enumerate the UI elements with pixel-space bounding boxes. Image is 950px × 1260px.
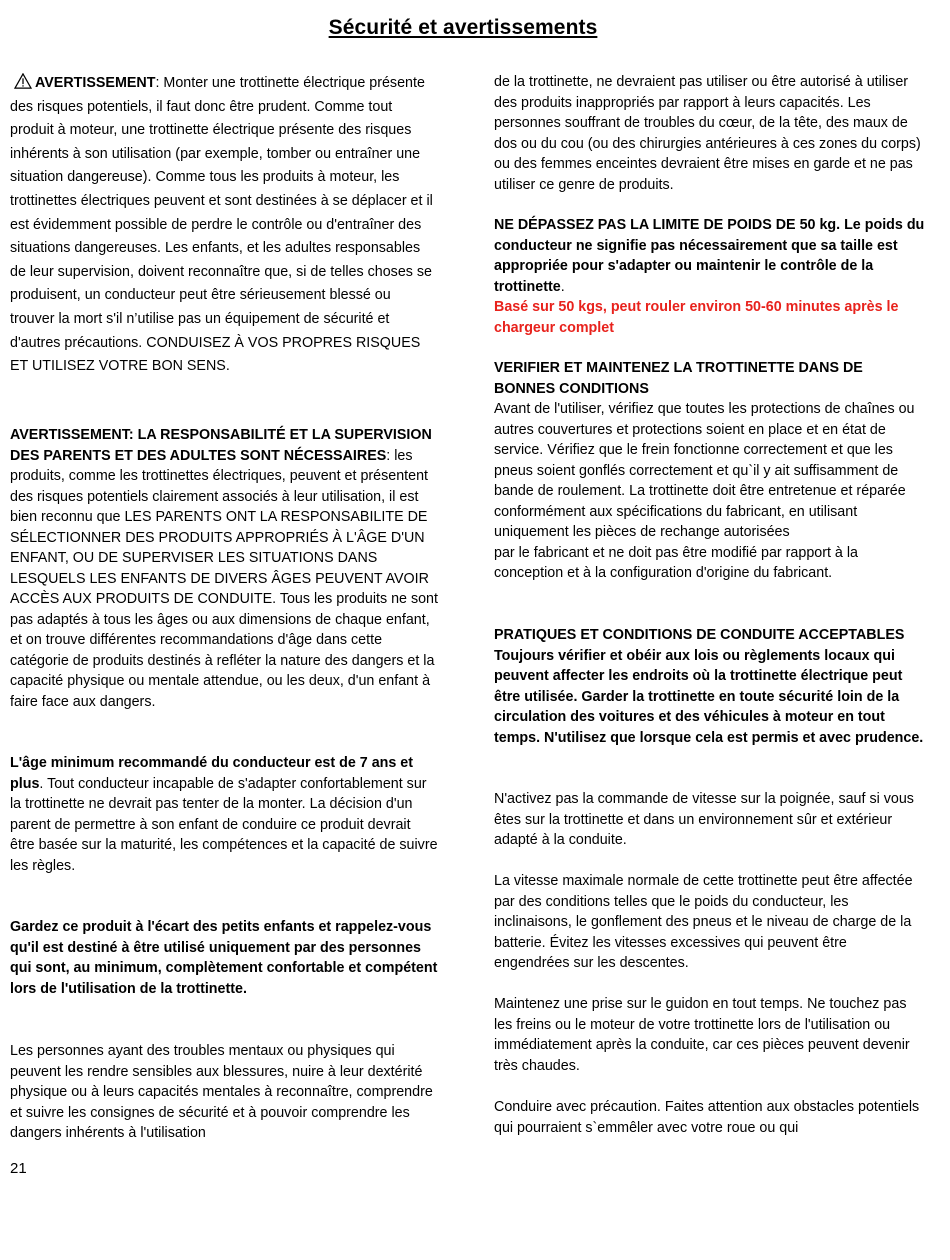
page-number: 21 bbox=[10, 1160, 27, 1177]
impairments-paragraph bbox=[10, 1041, 438, 1144]
warning-label: AVERTISSEMENT bbox=[35, 75, 156, 91]
weight-limit-bold: NE DÉPASSEZ PAS LA LIMITE DE POIDS DE 50 kg. Le poids du conducteur ne signifie pas nécessairement que sa taille est appropriée pour s'adapter ou maintenir le contrôle de la trottinette bbox=[494, 217, 925, 295]
caution-paragraph bbox=[494, 1097, 926, 1138]
weight-limit-paragraph bbox=[494, 215, 926, 338]
continued-paragraph bbox=[494, 72, 926, 195]
battery-range-note: Basé sur 50 kgs, peut rouler environ 50-60 minutes après le chargeur complet bbox=[494, 299, 899, 336]
warning-triangle-icon bbox=[14, 73, 32, 89]
weight-limit-dot: . bbox=[560, 278, 565, 295]
continued-text: de la trottinette, ne devraient pas utiliser ou être autorisé à utiliser des produits inappropriés par rapport à leurs capacités. Les personnes souffrant de troubles du cœur, de la tête, des maux de dos ou du cou (ou des chirurgies antérieures à ces zones du corps) ou des femmes enceintes devraient être mises en garde et ne pas utiliser ce genre de produits. bbox=[494, 74, 921, 193]
riding-practices-paragraph bbox=[494, 625, 926, 748]
minimum-age-bold: L'âge minimum recommandé du conducteur est de 7 ans et plus bbox=[10, 755, 414, 792]
handlebar-grip-text: Maintenez une prise sur le guidon en tout temps. Ne touchez pas les freins ou le moteur de votre trottinette lors de l'utilisation ou immédiatement après la conduite, car ces pièces peuvent devenir très chaudes. bbox=[494, 996, 910, 1074]
speed-control-paragraph bbox=[494, 789, 926, 851]
warning-text: : Monter une trottinette électrique présente des risques potentiels, il faut donc être prudent. Comme tout produit à moteur, une trottinette électrique présente des risques inhérents à son utilisation (par exemple, tomber ou entraîner une situation dangereuse). Comme tous les produits à moteur, les trottinettes électriques peuvent et sont destinées à se déplacer et il est évidemment possible de perdre le contrôle ou d'entraîner des situations dangereuses. Les enfants, et les adultes responsables de leur supervision, doivent reconnaître que, si de telles choses se produisent, un conducteur peut être sérieusement blessé ou trouver la mort s'il n’utilise pas un équipement de sécurité et d'autres précautions. CONDUISEZ À VOS PROPRES RISQUES ET UTILISEZ VOTRE BON SENS. bbox=[10, 75, 433, 375]
impairments-text: Les personnes ayant des troubles mentaux ou physiques qui peuvent les rendre sensibles aux blessures, nuire à leur dextérité physique ou à leurs capacités mentales à reconnaître, comprendre et suivre les consignes de sécurité et à pouvoir comprendre les dangers inhérents à l'utilisation bbox=[10, 1043, 433, 1141]
supervision-text: : les produits, comme les trottinettes électriques, peuvent et présentent des risques potentiels clairement associés à leur utilisation, il est bien reconnu que LES PARENTS ONT LA RESPONSABILITE DE SÉLECTIONNER DES PRODUITS APPROPRIÉS À L'ÂGE D'UN ENFANT, OU DE SUPERVISER LES SITUATIONS DANS LESQUELS LES ENFANTS DE DIVERS ÂGES PEUVENT AVOIR ACCÈS AUX PRODUITS DE CONDUITE. Tous les produits ne sont pas adaptés à tous les âges ou aux dimensions de chaque enfant, et on trouve différentes recommandations d'âge dans cette catégorie de produits destinés à refléter la nature des dangers et la capacité physique ou mentale attendue, ou les deux, d'un enfant à faire face aux dangers. bbox=[10, 447, 438, 710]
keep-away-paragraph bbox=[10, 917, 438, 999]
warning-paragraph bbox=[10, 72, 438, 379]
maintenance-paragraph bbox=[494, 358, 926, 584]
riding-practices-text: Toujours vérifier et obéir aux lois ou règlements locaux qui peuvent affecter les endroits où la trottinette électrique peut être utilisée. Garder la trottinette en toute sécurité loin de la circulation des voitures et des véhicules à moteur en tout temps. N'utilisez que lorsque cela est permis et avec prudence. bbox=[494, 647, 924, 746]
speed-control-text: N'activez pas la commande de vitesse sur la poignée, sauf si vous êtes sur la trottinette et dans un environnement sûr et extérieur adapté à la conduite. bbox=[494, 791, 914, 848]
parental-supervision-paragraph bbox=[10, 425, 438, 712]
minimum-age-text: . Tout conducteur incapable de s'adapter confortablement sur la trottinette ne devrait pas tenter de la monter. La décision d'un parent de permettre à son enfant de conduire ce produit devrait être basée sur la maturité, les compétences et la capacité de suivre les règles. bbox=[10, 775, 438, 874]
minimum-age-paragraph bbox=[10, 753, 438, 876]
maintenance-heading: VERIFIER ET MAINTENEZ LA TROTTINETTE DANS DE BONNES CONDITIONS bbox=[494, 360, 863, 397]
keep-away-text: Gardez ce produit à l'écart des petits enfants et rappelez-vous qu'il est destiné à être utilisé uniquement par des personnes qui sont, au minimum, complètement confortable et compétent lors de l'utilisation de la trottinette. bbox=[10, 919, 438, 997]
riding-practices-heading: PRATIQUES ET CONDITIONS DE CONDUITE ACCEPTABLES bbox=[494, 627, 905, 643]
maintenance-text-b: par le fabricant et ne doit pas être modifié par rapport à la conception et à la configuration d'origine du fabricant. bbox=[494, 544, 858, 581]
handlebar-grip-paragraph bbox=[494, 994, 926, 1076]
page-title: Sécurité et avertissements bbox=[328, 16, 598, 39]
max-speed-paragraph bbox=[494, 871, 926, 974]
supervision-heading: AVERTISSEMENT: LA RESPONSABILITÉ ET LA SUPERVISION DES PARENTS ET DES ADULTES SONT NÉCESSAIRES bbox=[10, 427, 432, 464]
max-speed-text: La vitesse maximale normale de cette trottinette peut être affectée par des conditions telles que le poids du conducteur, les inclinaisons, le gonflement des pneus et le niveau de charge de la batterie. Évitez les vitesses excessives qui peuvent être engendrées sur les descentes. bbox=[494, 873, 913, 971]
maintenance-text-a: Avant de l'utiliser, vérifiez que toutes les protections de chaînes ou autres couvertures et protections soient en place et en état de service. Vérifiez que le frein fonctionne correctement et que les pneus soient gonflés correctement et qu`il y ait suffisamment de bande de roulement. La trottinette doit être entretenue et réparée conformément aux spécifications du fabricant, en utilisant uniquement les pièces de rechange autorisées bbox=[494, 401, 915, 540]
caution-text: Conduire avec précaution. Faites attention aux obstacles potentiels qui pourraient s`emmêler avec votre roue ou qui bbox=[494, 1099, 920, 1136]
